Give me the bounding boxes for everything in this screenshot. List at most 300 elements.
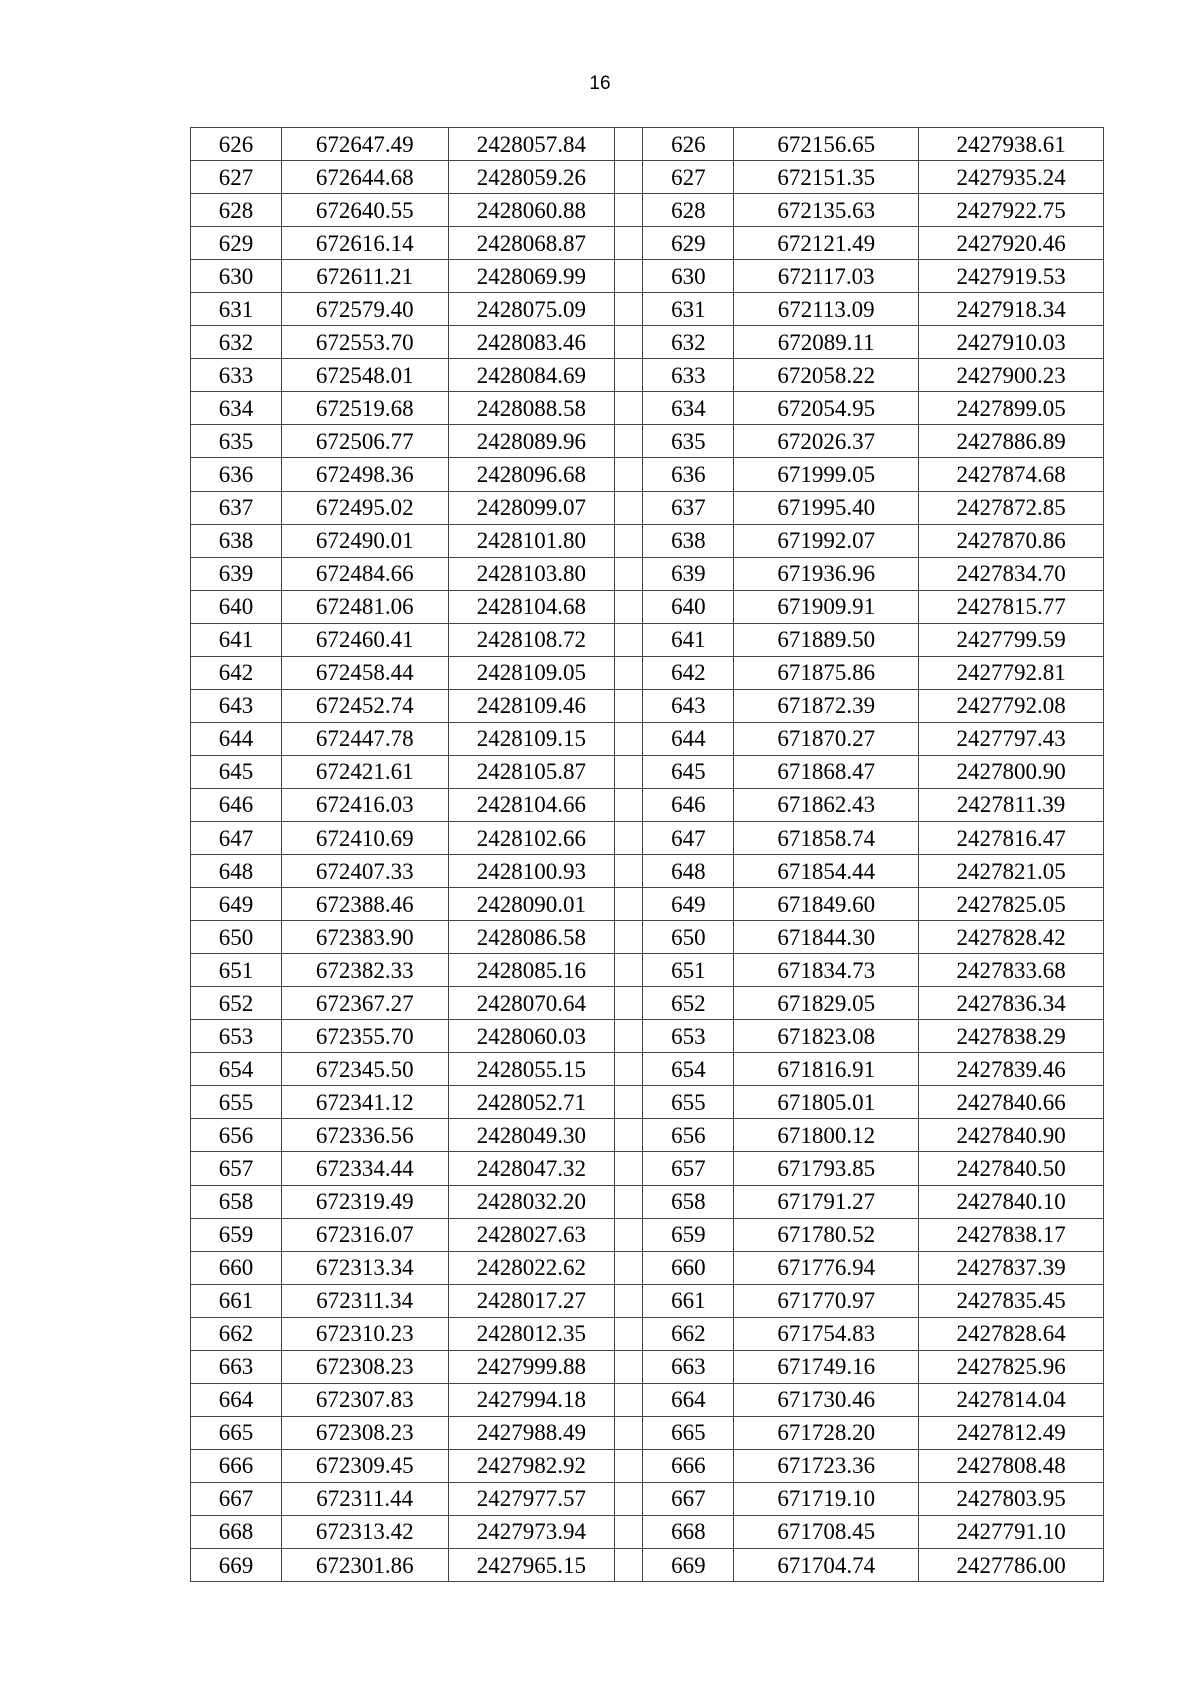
y-coordinate-left: 2428068.87: [448, 227, 615, 260]
point-number-left: 630: [191, 260, 282, 293]
y-coordinate-right: 2427920.46: [919, 227, 1104, 260]
point-number-left: 653: [191, 1020, 282, 1053]
point-number-right: 652: [643, 987, 734, 1020]
separator-cell: [615, 1218, 643, 1251]
separator-cell: [615, 1284, 643, 1317]
table-row: [191, 227, 1104, 260]
separator-cell: [615, 722, 643, 755]
x-coordinate-right: 672156.65: [734, 128, 919, 161]
y-coordinate-left: 2427973.94: [448, 1515, 615, 1548]
point-number-right: 632: [643, 326, 734, 359]
x-coordinate-right: 672089.11: [734, 326, 919, 359]
x-coordinate-right: 671889.50: [734, 623, 919, 656]
x-coordinate-right: 671870.27: [734, 722, 919, 755]
table-row: [191, 1152, 1104, 1185]
separator-cell: [615, 590, 643, 623]
y-coordinate-right: 2427886.89: [919, 425, 1104, 458]
y-coordinate-right: 2427791.10: [919, 1515, 1104, 1548]
point-number-right: 627: [643, 161, 734, 194]
separator-cell: [615, 1416, 643, 1449]
separator-cell: [615, 1152, 643, 1185]
x-coordinate-right: 672113.09: [734, 293, 919, 326]
y-coordinate-left: 2428109.05: [448, 656, 615, 689]
point-number-left: 660: [191, 1251, 282, 1284]
point-number-right: 658: [643, 1185, 734, 1218]
point-number-left: 643: [191, 689, 282, 722]
point-number-left: 639: [191, 557, 282, 590]
separator-cell: [615, 293, 643, 326]
y-coordinate-right: 2427799.59: [919, 623, 1104, 656]
point-number-left: 658: [191, 1185, 282, 1218]
x-coordinate-right: 671992.07: [734, 524, 919, 557]
y-coordinate-right: 2427935.24: [919, 161, 1104, 194]
x-coordinate-left: 672311.44: [281, 1482, 448, 1515]
x-coordinate-right: 671829.05: [734, 987, 919, 1020]
table-row: [191, 491, 1104, 524]
y-coordinate-right: 2427815.77: [919, 590, 1104, 623]
y-coordinate-right: 2427838.29: [919, 1020, 1104, 1053]
y-coordinate-right: 2427786.00: [919, 1549, 1104, 1582]
y-coordinate-left: 2428109.46: [448, 689, 615, 722]
point-number-left: 636: [191, 458, 282, 491]
separator-cell: [615, 788, 643, 821]
table-row: [191, 326, 1104, 359]
separator-cell: [615, 623, 643, 656]
point-number-left: 642: [191, 656, 282, 689]
y-coordinate-right: 2427792.81: [919, 656, 1104, 689]
x-coordinate-right: 671823.08: [734, 1020, 919, 1053]
x-coordinate-right: 672135.63: [734, 194, 919, 227]
y-coordinate-left: 2428102.66: [448, 821, 615, 854]
separator-cell: [615, 656, 643, 689]
x-coordinate-left: 672410.69: [281, 821, 448, 854]
point-number-left: 628: [191, 194, 282, 227]
point-number-right: 636: [643, 458, 734, 491]
x-coordinate-right: 671719.10: [734, 1482, 919, 1515]
x-coordinate-right: 672054.95: [734, 392, 919, 425]
table-row: [191, 921, 1104, 954]
separator-cell: [615, 524, 643, 557]
x-coordinate-left: 672519.68: [281, 392, 448, 425]
y-coordinate-left: 2428099.07: [448, 491, 615, 524]
point-number-right: 644: [643, 722, 734, 755]
table-row: [191, 623, 1104, 656]
x-coordinate-left: 672611.21: [281, 260, 448, 293]
point-number-right: 665: [643, 1416, 734, 1449]
separator-cell: [615, 194, 643, 227]
table-row: [191, 293, 1104, 326]
x-coordinate-right: 671936.96: [734, 557, 919, 590]
x-coordinate-right: 671708.45: [734, 1515, 919, 1548]
separator-cell: [615, 1053, 643, 1086]
x-coordinate-left: 672382.33: [281, 954, 448, 987]
point-number-right: 631: [643, 293, 734, 326]
x-coordinate-right: 671816.91: [734, 1053, 919, 1086]
y-coordinate-right: 2427792.08: [919, 689, 1104, 722]
y-coordinate-right: 2427837.39: [919, 1251, 1104, 1284]
y-coordinate-right: 2427840.90: [919, 1119, 1104, 1152]
coordinates-table: [190, 127, 1104, 1582]
table-row: [191, 788, 1104, 821]
point-number-right: 648: [643, 855, 734, 888]
y-coordinate-left: 2427994.18: [448, 1383, 615, 1416]
y-coordinate-right: 2427812.49: [919, 1416, 1104, 1449]
y-coordinate-right: 2427835.45: [919, 1284, 1104, 1317]
point-number-right: 650: [643, 921, 734, 954]
table-row: [191, 359, 1104, 392]
y-coordinate-right: 2427828.64: [919, 1317, 1104, 1350]
point-number-right: 639: [643, 557, 734, 590]
y-coordinate-right: 2427910.03: [919, 326, 1104, 359]
x-coordinate-left: 672310.23: [281, 1317, 448, 1350]
table-row: [191, 855, 1104, 888]
y-coordinate-left: 2428052.71: [448, 1086, 615, 1119]
x-coordinate-left: 672458.44: [281, 656, 448, 689]
x-coordinate-right: 671854.44: [734, 855, 919, 888]
x-coordinate-right: 671793.85: [734, 1152, 919, 1185]
y-coordinate-right: 2427821.05: [919, 855, 1104, 888]
separator-cell: [615, 755, 643, 788]
x-coordinate-left: 672308.23: [281, 1416, 448, 1449]
y-coordinate-right: 2427833.68: [919, 954, 1104, 987]
x-coordinate-right: 671704.74: [734, 1549, 919, 1582]
point-number-left: 667: [191, 1482, 282, 1515]
table-row: [191, 656, 1104, 689]
y-coordinate-right: 2427840.10: [919, 1185, 1104, 1218]
separator-cell: [615, 326, 643, 359]
y-coordinate-left: 2428070.64: [448, 987, 615, 1020]
x-coordinate-right: 671770.97: [734, 1284, 919, 1317]
point-number-left: 641: [191, 623, 282, 656]
point-number-left: 629: [191, 227, 282, 260]
table-row: [191, 458, 1104, 491]
x-coordinate-left: 672416.03: [281, 788, 448, 821]
separator-cell: [615, 425, 643, 458]
separator-cell: [615, 1549, 643, 1582]
y-coordinate-right: 2427919.53: [919, 260, 1104, 293]
separator-cell: [615, 689, 643, 722]
y-coordinate-left: 2428069.99: [448, 260, 615, 293]
table-row: [191, 755, 1104, 788]
y-coordinate-left: 2428104.66: [448, 788, 615, 821]
point-number-left: 652: [191, 987, 282, 1020]
point-number-right: 637: [643, 491, 734, 524]
x-coordinate-left: 672490.01: [281, 524, 448, 557]
table-row: [191, 1350, 1104, 1383]
point-number-left: 638: [191, 524, 282, 557]
separator-cell: [615, 128, 643, 161]
y-coordinate-left: 2428017.27: [448, 1284, 615, 1317]
x-coordinate-left: 672548.01: [281, 359, 448, 392]
separator-cell: [615, 921, 643, 954]
separator-cell: [615, 161, 643, 194]
point-number-left: 648: [191, 855, 282, 888]
y-coordinate-left: 2428100.93: [448, 855, 615, 888]
table-row: [191, 557, 1104, 590]
x-coordinate-right: 672121.49: [734, 227, 919, 260]
table-row: [191, 524, 1104, 557]
separator-cell: [615, 1185, 643, 1218]
point-number-right: 634: [643, 392, 734, 425]
y-coordinate-left: 2428096.68: [448, 458, 615, 491]
point-number-left: 657: [191, 1152, 282, 1185]
table-row: [191, 161, 1104, 194]
y-coordinate-left: 2428059.26: [448, 161, 615, 194]
table-row: [191, 954, 1104, 987]
table-row: [191, 888, 1104, 921]
y-coordinate-left: 2428060.03: [448, 1020, 615, 1053]
point-number-left: 664: [191, 1383, 282, 1416]
point-number-right: 664: [643, 1383, 734, 1416]
point-number-right: 646: [643, 788, 734, 821]
y-coordinate-left: 2428047.32: [448, 1152, 615, 1185]
x-coordinate-left: 672345.50: [281, 1053, 448, 1086]
y-coordinate-right: 2427834.70: [919, 557, 1104, 590]
x-coordinate-left: 672311.34: [281, 1284, 448, 1317]
point-number-left: 665: [191, 1416, 282, 1449]
point-number-left: 646: [191, 788, 282, 821]
point-number-right: 662: [643, 1317, 734, 1350]
table-row: [191, 1218, 1104, 1251]
table-row: [191, 1284, 1104, 1317]
y-coordinate-left: 2428027.63: [448, 1218, 615, 1251]
x-coordinate-right: 671749.16: [734, 1350, 919, 1383]
separator-cell: [615, 227, 643, 260]
x-coordinate-left: 672452.74: [281, 689, 448, 722]
table-row: [191, 194, 1104, 227]
x-coordinate-right: 671875.86: [734, 656, 919, 689]
x-coordinate-right: 672151.35: [734, 161, 919, 194]
point-number-right: 668: [643, 1515, 734, 1548]
separator-cell: [615, 491, 643, 524]
table-row: [191, 128, 1104, 161]
point-number-right: 669: [643, 1549, 734, 1582]
y-coordinate-right: 2427899.05: [919, 392, 1104, 425]
separator-cell: [615, 458, 643, 491]
page-number: 16: [589, 73, 611, 94]
point-number-right: 663: [643, 1350, 734, 1383]
separator-cell: [615, 359, 643, 392]
table-row: [191, 1549, 1104, 1582]
x-coordinate-right: 671849.60: [734, 888, 919, 921]
separator-cell: [615, 260, 643, 293]
y-coordinate-left: 2427965.15: [448, 1549, 615, 1582]
x-coordinate-right: 671776.94: [734, 1251, 919, 1284]
y-coordinate-right: 2427838.17: [919, 1218, 1104, 1251]
y-coordinate-right: 2427839.46: [919, 1053, 1104, 1086]
point-number-left: 637: [191, 491, 282, 524]
y-coordinate-right: 2427800.90: [919, 755, 1104, 788]
x-coordinate-left: 672313.34: [281, 1251, 448, 1284]
x-coordinate-right: 671805.01: [734, 1086, 919, 1119]
point-number-left: 631: [191, 293, 282, 326]
y-coordinate-right: 2427836.34: [919, 987, 1104, 1020]
separator-cell: [615, 1350, 643, 1383]
x-coordinate-left: 672308.23: [281, 1350, 448, 1383]
point-number-left: 626: [191, 128, 282, 161]
point-number-right: 655: [643, 1086, 734, 1119]
y-coordinate-left: 2428055.15: [448, 1053, 615, 1086]
point-number-right: 628: [643, 194, 734, 227]
x-coordinate-left: 672367.27: [281, 987, 448, 1020]
y-coordinate-left: 2428075.09: [448, 293, 615, 326]
point-number-left: 656: [191, 1119, 282, 1152]
x-coordinate-left: 672388.46: [281, 888, 448, 921]
separator-cell: [615, 1317, 643, 1350]
y-coordinate-right: 2427816.47: [919, 821, 1104, 854]
point-number-right: 645: [643, 755, 734, 788]
point-number-right: 661: [643, 1284, 734, 1317]
point-number-left: 655: [191, 1086, 282, 1119]
point-number-left: 662: [191, 1317, 282, 1350]
separator-cell: [615, 1515, 643, 1548]
point-number-right: 638: [643, 524, 734, 557]
separator-cell: [615, 392, 643, 425]
x-coordinate-right: 671730.46: [734, 1383, 919, 1416]
y-coordinate-right: 2427840.50: [919, 1152, 1104, 1185]
y-coordinate-left: 2428105.87: [448, 755, 615, 788]
coordinates-table-body: [191, 128, 1104, 1582]
y-coordinate-right: 2427922.75: [919, 194, 1104, 227]
y-coordinate-right: 2427803.95: [919, 1482, 1104, 1515]
x-coordinate-left: 672647.49: [281, 128, 448, 161]
y-coordinate-right: 2427900.23: [919, 359, 1104, 392]
table-row: [191, 722, 1104, 755]
x-coordinate-right: 671754.83: [734, 1317, 919, 1350]
table-row: [191, 987, 1104, 1020]
y-coordinate-right: 2427814.04: [919, 1383, 1104, 1416]
x-coordinate-right: 672058.22: [734, 359, 919, 392]
point-number-right: 660: [643, 1251, 734, 1284]
y-coordinate-right: 2427918.34: [919, 293, 1104, 326]
point-number-right: 641: [643, 623, 734, 656]
y-coordinate-right: 2427825.05: [919, 888, 1104, 921]
x-coordinate-left: 672319.49: [281, 1185, 448, 1218]
point-number-right: 654: [643, 1053, 734, 1086]
point-number-right: 653: [643, 1020, 734, 1053]
y-coordinate-left: 2428109.15: [448, 722, 615, 755]
point-number-left: 668: [191, 1515, 282, 1548]
x-coordinate-left: 672484.66: [281, 557, 448, 590]
table-row: [191, 1449, 1104, 1482]
x-coordinate-right: 671800.12: [734, 1119, 919, 1152]
x-coordinate-left: 672316.07: [281, 1218, 448, 1251]
x-coordinate-left: 672506.77: [281, 425, 448, 458]
point-number-right: 633: [643, 359, 734, 392]
y-coordinate-left: 2428057.84: [448, 128, 615, 161]
separator-cell: [615, 557, 643, 590]
point-number-left: 663: [191, 1350, 282, 1383]
separator-cell: [615, 987, 643, 1020]
table-row: [191, 1515, 1104, 1548]
point-number-left: 644: [191, 722, 282, 755]
separator-cell: [615, 954, 643, 987]
x-coordinate-right: 671791.27: [734, 1185, 919, 1218]
point-number-left: 661: [191, 1284, 282, 1317]
y-coordinate-left: 2428089.96: [448, 425, 615, 458]
y-coordinate-left: 2428101.80: [448, 524, 615, 557]
x-coordinate-right: 671862.43: [734, 788, 919, 821]
y-coordinate-right: 2427840.66: [919, 1086, 1104, 1119]
point-number-right: 635: [643, 425, 734, 458]
y-coordinate-left: 2428060.88: [448, 194, 615, 227]
table-row: [191, 260, 1104, 293]
table-row: [191, 689, 1104, 722]
x-coordinate-left: 672616.14: [281, 227, 448, 260]
y-coordinate-right: 2427874.68: [919, 458, 1104, 491]
table-row: [191, 1482, 1104, 1515]
x-coordinate-left: 672313.42: [281, 1515, 448, 1548]
table-row: [191, 1185, 1104, 1218]
y-coordinate-right: 2427808.48: [919, 1449, 1104, 1482]
point-number-left: 650: [191, 921, 282, 954]
x-coordinate-right: 672026.37: [734, 425, 919, 458]
point-number-left: 635: [191, 425, 282, 458]
x-coordinate-left: 672579.40: [281, 293, 448, 326]
point-number-right: 647: [643, 821, 734, 854]
y-coordinate-right: 2427938.61: [919, 128, 1104, 161]
point-number-right: 643: [643, 689, 734, 722]
point-number-left: 651: [191, 954, 282, 987]
x-coordinate-right: 671995.40: [734, 491, 919, 524]
point-number-left: 634: [191, 392, 282, 425]
table-row: [191, 1053, 1104, 1086]
table-row: [191, 1383, 1104, 1416]
x-coordinate-right: 671909.91: [734, 590, 919, 623]
x-coordinate-right: 671858.74: [734, 821, 919, 854]
x-coordinate-left: 672481.06: [281, 590, 448, 623]
separator-cell: [615, 1482, 643, 1515]
x-coordinate-right: 672117.03: [734, 260, 919, 293]
x-coordinate-left: 672447.78: [281, 722, 448, 755]
x-coordinate-right: 671780.52: [734, 1218, 919, 1251]
y-coordinate-left: 2428104.68: [448, 590, 615, 623]
x-coordinate-left: 672498.36: [281, 458, 448, 491]
table-row: [191, 1020, 1104, 1053]
x-coordinate-right: 671872.39: [734, 689, 919, 722]
point-number-left: 649: [191, 888, 282, 921]
y-coordinate-left: 2427999.88: [448, 1350, 615, 1383]
x-coordinate-right: 671723.36: [734, 1449, 919, 1482]
x-coordinate-left: 672460.41: [281, 623, 448, 656]
point-number-left: 647: [191, 821, 282, 854]
point-number-right: 667: [643, 1482, 734, 1515]
y-coordinate-right: 2427872.85: [919, 491, 1104, 524]
point-number-right: 659: [643, 1218, 734, 1251]
table-row: [191, 1317, 1104, 1350]
separator-cell: [615, 888, 643, 921]
x-coordinate-left: 672407.33: [281, 855, 448, 888]
point-number-right: 649: [643, 888, 734, 921]
y-coordinate-left: 2428103.80: [448, 557, 615, 590]
x-coordinate-left: 672644.68: [281, 161, 448, 194]
table-row: [191, 590, 1104, 623]
y-coordinate-right: 2427828.42: [919, 921, 1104, 954]
x-coordinate-left: 672495.02: [281, 491, 448, 524]
point-number-left: 640: [191, 590, 282, 623]
point-number-left: 632: [191, 326, 282, 359]
point-number-right: 630: [643, 260, 734, 293]
point-number-right: 642: [643, 656, 734, 689]
x-coordinate-left: 672553.70: [281, 326, 448, 359]
point-number-right: 626: [643, 128, 734, 161]
table-row: [191, 1251, 1104, 1284]
point-number-right: 656: [643, 1119, 734, 1152]
y-coordinate-right: 2427797.43: [919, 722, 1104, 755]
x-coordinate-left: 672336.56: [281, 1119, 448, 1152]
x-coordinate-right: 671728.20: [734, 1416, 919, 1449]
y-coordinate-right: 2427870.86: [919, 524, 1104, 557]
